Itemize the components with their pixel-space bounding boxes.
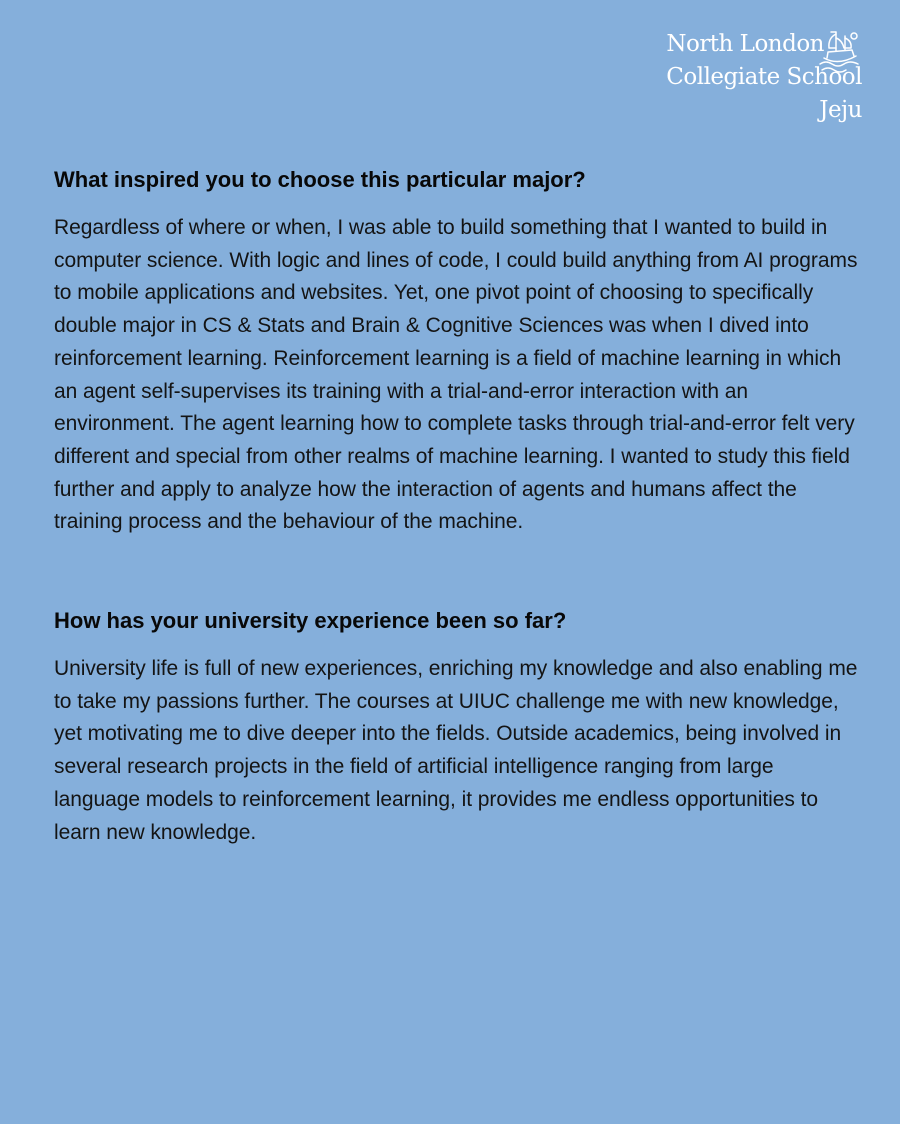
logo-line-north-london: North London — [666, 31, 824, 57]
school-logo — [636, 28, 862, 130]
qa-section-university-experience — [54, 605, 864, 849]
question-heading: How has your university experience been so far? — [54, 608, 567, 634]
qa-section-major — [54, 164, 864, 539]
interview-content — [54, 164, 864, 849]
ship-crest-icon — [814, 28, 862, 76]
answer-paragraph: Regardless of where or when, I was able to build something that I wanted to build in computer science. With logic and lines of code, I could build anything from AI programs to mobile applications and websites. Yet, one pivot point of choosing to specifically double major in CS & Stats and Brain & Cognitive Sciences was when I dived into reinforcement learning. Reinforcement learning is a field of machine learning in which an agent self-supervises its training with a trial-and-error interaction with an environment. The agent learning how to complete tasks through trial-and-error felt very different and special from other realms of machine learning. I wanted to study this field further and apply to analyze how the interaction of agents and humans affect the training process and the behaviour of the machine. — [54, 216, 858, 534]
answer-paragraph: University life is full of new experiences, enriching my knowledge and also enabling me to take my passions further. The courses at UIUC challenge me with new knowledge, yet motivating me to dive deeper into the fields. Outside academics, being involved in several research projects in the field of artificial intelligence ranging from large language models to reinforcement learning, it provides me endless opportunities to learn new knowledge. — [54, 657, 858, 844]
logo-line-collegiate-school: Collegiate School — [666, 64, 862, 90]
question-heading: What inspired you to choose this particular major? — [54, 167, 586, 192]
logo-line-jeju: Jeju — [819, 97, 862, 123]
